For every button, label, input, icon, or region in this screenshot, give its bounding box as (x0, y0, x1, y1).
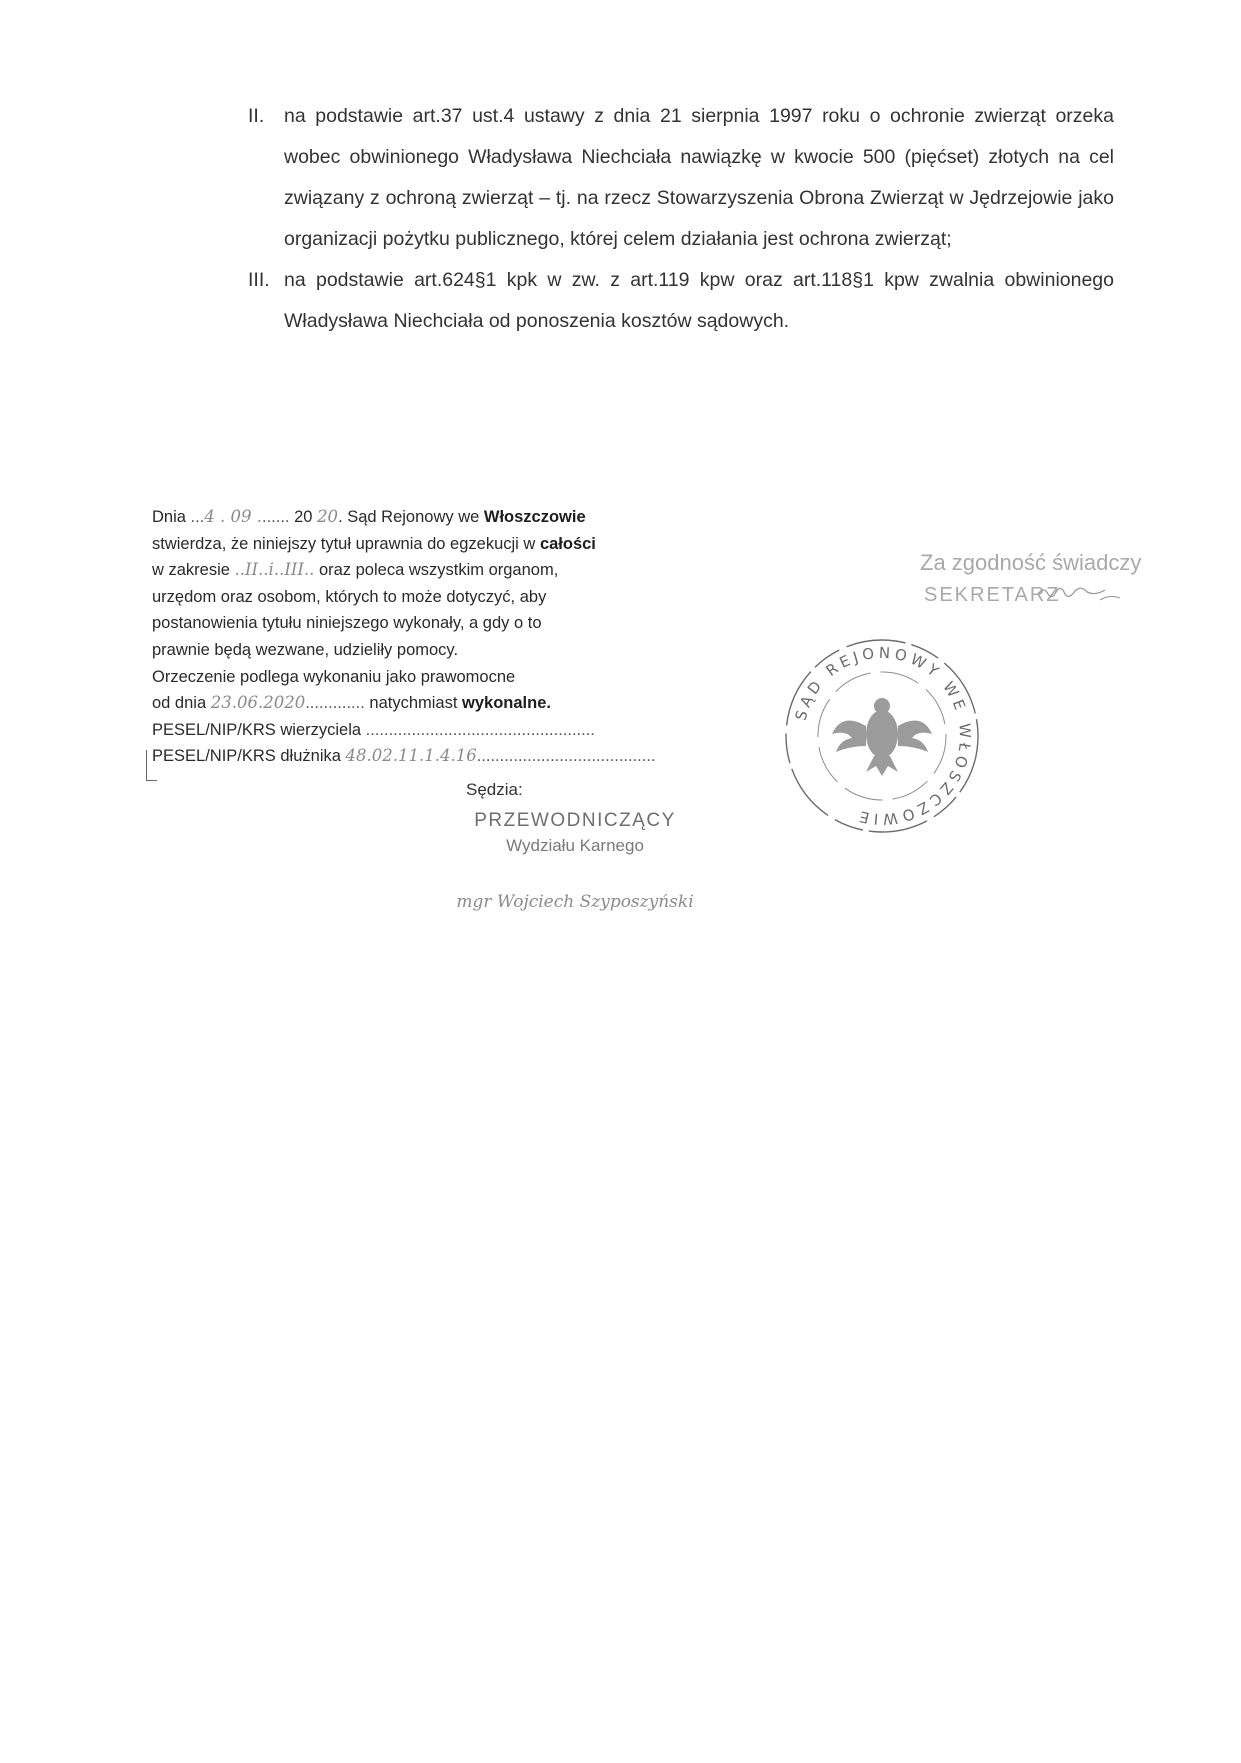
dotted-field: .................................................. (365, 720, 595, 739)
judge-stamp-title: PRZEWODNICZĄCY (474, 810, 676, 831)
clause-text-bold: wykonalne. (462, 694, 551, 713)
enforcement-clause (152, 504, 712, 770)
judge-stamp-name: mgr Wojciech Szyposzyński (456, 892, 694, 912)
ruling-point-3 (248, 260, 1114, 342)
handwritten-date: 23.06.2020 (210, 693, 306, 713)
dotted-field: ............. (305, 694, 365, 713)
point-number: II. (248, 105, 265, 127)
clause-line: postanowienia tytułu niniejszego wykonały, a gdy o to (152, 614, 542, 633)
secretary-title: SEKRETARZ (924, 584, 1061, 606)
handwritten-scope: ..II..i..III.. (234, 560, 315, 580)
certification-text: Za zgodność świadczy (920, 550, 1142, 575)
clause-line (152, 743, 712, 770)
signature-scribble-icon (1030, 570, 1150, 610)
ruling-point-2 (248, 96, 1114, 260)
clause-text: PESEL/NIP/KRS wierzyciela (152, 720, 366, 739)
clause-line (152, 717, 712, 744)
clause-text: PESEL/NIP/KRS dłużnika (152, 747, 346, 766)
clause-line: prawnie będą wezwane, udzieliły pomocy. (152, 640, 459, 659)
judge-stamp-department: Wydziału Karnego (506, 836, 644, 855)
clause-line (152, 531, 712, 558)
handwritten-id: 48.02.11.1.4.16 (345, 746, 477, 766)
clause-text: natychmiast (364, 694, 463, 713)
clause-text: 20 (289, 508, 318, 526)
seal-text: SĄD REJONOWY WE WŁOSZCZOWIE (791, 643, 975, 829)
ruling-section (248, 96, 1114, 342)
dotted-field: ....................................... (476, 747, 656, 766)
clause-line (152, 504, 712, 531)
judge-label: Sędzia: (466, 780, 523, 799)
clause-text: w zakresie (152, 561, 235, 580)
handwritten-date: 4 . 09 . (204, 507, 263, 526)
margin-bracket (146, 750, 157, 781)
dotted-field: ...... (262, 508, 290, 526)
handwritten-year: 20 (317, 507, 339, 526)
clause-text: od dnia (152, 694, 211, 713)
clause-line: Orzeczenie podlega wykonaniu jako prawomocne (152, 667, 516, 686)
clause-text: Dnia (152, 508, 191, 526)
court-name: Włoszczowie (483, 508, 586, 526)
clause-text: oraz poleca wszystkim organom, (314, 561, 559, 580)
dotted-field: ... (190, 508, 205, 526)
clause-line (152, 557, 712, 584)
clause-text-bold: całości (539, 534, 596, 553)
point-text: na podstawie art.37 ust.4 ustawy z dnia 21 sierpnia 1997 roku o ochronie zwierząt orzeka wobec obwinionego Władysława Niechciała nawiązkę w kwocie 500 (pięćset) złotych na cel związany z ochroną zwierząt – tj. na rzecz Stowarzyszenia Obrona Zwierząt w Jędrzejowie jako organizacji pożytku publicznego, której celem działania jest ochrona zwierząt; (284, 105, 1114, 250)
clause-line (152, 690, 712, 717)
point-text: na podstawie art.624§1 kpk w zw. z art.119 kpw oraz art.118§1 kpw zwalnia obwinionego Władysława Niechciała od ponoszenia kosztów sądowych. (284, 269, 1114, 332)
clause-text: stwierdza, że niniejszy tytuł uprawnia do egzekucji w (152, 534, 540, 553)
clause-line: urzędom oraz osobom, których to może dotyczyć, aby (152, 587, 547, 606)
court-seal-icon (782, 636, 982, 836)
point-number: III. (248, 269, 270, 291)
clause-text: . Sąd Rejonowy we (338, 508, 484, 526)
